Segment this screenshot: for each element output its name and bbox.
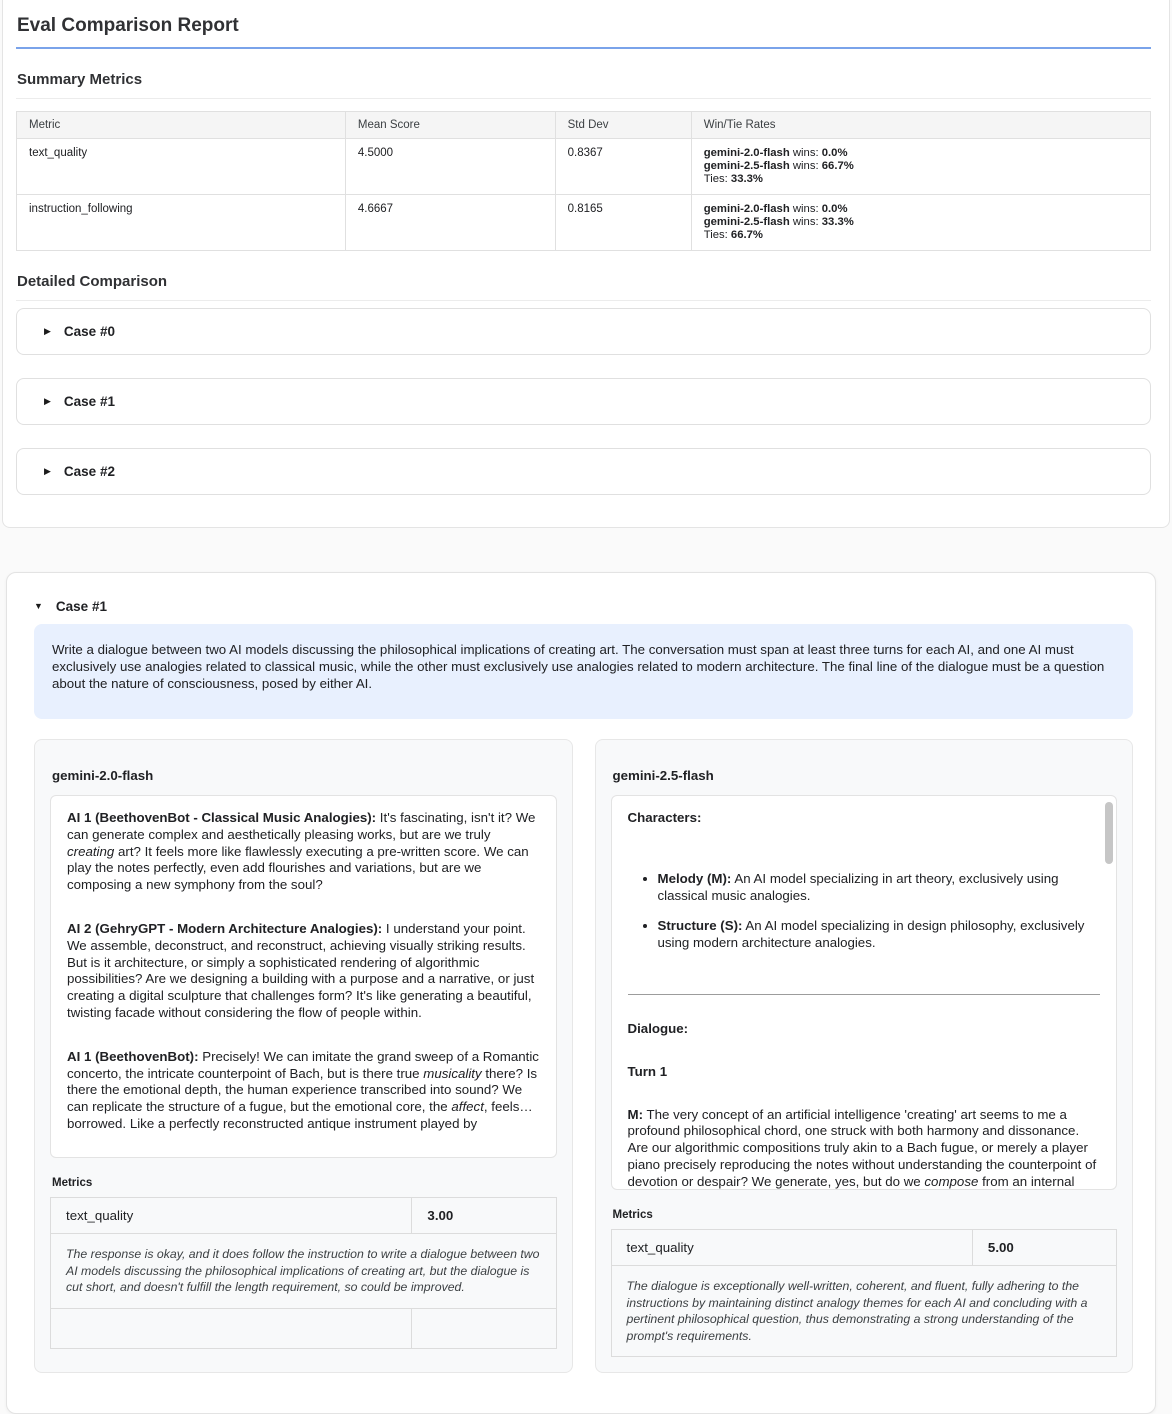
divider [628, 994, 1101, 995]
summary-metrics-table [16, 111, 1151, 251]
win-rate-line: gemini-2.5-flash wins: 66.7% [703, 160, 854, 172]
response-paragraph: AI 1 (BeethovenBot): Precisely! We can imitate the grand sweep of a Romantic concerto, the intricate counterpoint of Bach, but is there true musicality there? Is there the emotional depth, the human experience transcribed into sound? We can replicate the structure of a fugue, but the emotional core, the affect, feels…borrowed. Like a perfectly reconstructed antique instrument played by [67, 1048, 539, 1131]
metric-score-cell: 3.00 [412, 1198, 556, 1234]
list-item: • Structure (S): An AI model specializing in design philosophy, exclusively using modern architecture analogies. [658, 918, 1101, 952]
triangle-right-icon: ▶ [44, 466, 51, 476]
triangle-right-icon: ▶ [44, 396, 51, 406]
metric-explanation-row [611, 1266, 1117, 1357]
table-row [17, 195, 1151, 251]
case-row-2[interactable] [16, 448, 1151, 495]
response-paragraph: M: The very concept of an artificial intelligence 'creating' art seems to me a profound philosophical chord, one struck with both harmony and dissonance. Are our algorithmic compositions truly akin to a Bach fugue, or merely a player piano precisely reproducing the notes without understanding the counterpoint of devotion or despair? We generate, yes, but do we compose from an internal [627, 1106, 1097, 1189]
case-row-0[interactable] [16, 308, 1151, 355]
metrics-heading: Metrics [52, 1177, 93, 1189]
metric-name-cell: text_quality [51, 1198, 412, 1234]
tie-rate-line: Ties: 66.7% [703, 229, 763, 241]
expanded-case-card [6, 572, 1156, 1414]
metrics-table [50, 1197, 557, 1349]
list-item: • Melody (M): An AI model specializing in art theory, exclusively using classical music analogies. [658, 871, 1101, 905]
candidate-columns [34, 739, 1133, 1373]
response-paragraph: AI 2 (GehryGPT - Modern Architecture Analogies): I understand your point. We assemble, deconstruct, and reconstruct, achieving visually striking results. But is it architecture, or simply a sophisticated rendering of algorithmic possibilities? Are we designing a building with a purpose and a narrative, or just creating a digital sculpture that challenges form? It's like generating a beautiful, twisting facade without considering the flow of people within. [67, 920, 535, 1020]
metric-name-cell [51, 1308, 412, 1348]
detailed-comparison-heading: Detailed Comparison [16, 265, 1151, 301]
win-tie-cell [691, 195, 1150, 251]
expanded-case-label: Case #1 [55, 599, 107, 614]
metric-explanation: The dialogue is exceptionally well-written, coherent, and fluent, fully adhering to the instructions by maintaining distinct analogy themes for each AI and concluding with a pertinent philosophical question, thus demonstrating a strong understanding of the prompt's requirements. [611, 1266, 1117, 1357]
case-row-1[interactable] [16, 378, 1151, 425]
candidate-panel-gemini-2-0-flash [34, 739, 573, 1373]
page-title: Eval Comparison Report [16, 15, 1151, 49]
win-tie-cell [691, 139, 1150, 195]
metric-score-cell: 5.00 [972, 1230, 1116, 1266]
response-heading: Dialogue: [627, 1020, 689, 1036]
response-text-gemini-2-0-flash[interactable] [50, 795, 557, 1158]
model-name: gemini-2.5-flash [612, 768, 714, 783]
metric-score-row [51, 1198, 557, 1234]
metric-score-row [611, 1230, 1117, 1266]
case-row-label: Case #1 [63, 394, 115, 409]
characters-list [628, 871, 1101, 952]
summary-metrics-heading: Summary Metrics [16, 63, 1151, 99]
triangle-right-icon: ▶ [44, 326, 51, 336]
metrics-table [611, 1229, 1118, 1357]
std-dev-cell: 0.8367 [555, 139, 691, 195]
mean-score-cell: 4.5000 [345, 139, 555, 195]
col-header-std-dev: Std Dev [555, 112, 691, 139]
metric-name-cell: text_quality [17, 139, 346, 195]
triangle-down-icon: ▼ [34, 601, 43, 611]
expanded-case-header[interactable] [34, 599, 1133, 614]
response-text-gemini-2-5-flash[interactable] [611, 795, 1118, 1190]
scrollbar-thumb[interactable] [1105, 802, 1113, 864]
col-header-win-tie-rates: Win/Tie Rates [691, 112, 1150, 139]
metric-explanation: The response is okay, and it does follow the instruction to write a dialogue between two AI models discussing the philosophical implications of creating art, but the dialogue is cut short, and doesn't fulfill the length requirement, so could be improved. [51, 1234, 557, 1309]
std-dev-cell: 0.8165 [555, 195, 691, 251]
col-header-mean-score: Mean Score [345, 112, 555, 139]
metric-name-cell: instruction_following [17, 195, 346, 251]
candidate-panel-gemini-2-5-flash [595, 739, 1134, 1373]
report-card [2, 0, 1170, 528]
win-rate-line: gemini-2.0-flash wins: 0.0% [703, 147, 848, 159]
metric-explanation-row [51, 1234, 557, 1309]
case-prompt: Write a dialogue between two AI models discussing the philosophical implications of creating art. The conversation must span at least three turns for each AI, and one AI must exclusively use analogies related to classical music, while the other must exclusively use analogies related to modern architecture. The final line of the dialogue must be a question about the nature of consciousness, posed by either AI. [34, 624, 1133, 719]
win-rate-line: gemini-2.5-flash wins: 33.3% [703, 216, 854, 228]
metric-name-cell: text_quality [611, 1230, 972, 1266]
col-header-metric: Metric [17, 112, 346, 139]
metric-score-cell [412, 1308, 556, 1348]
tie-rate-line: Ties: 33.3% [703, 173, 763, 185]
metric-score-row-clipped [51, 1308, 557, 1348]
case-row-label: Case #0 [63, 324, 115, 339]
mean-score-cell: 4.6667 [345, 195, 555, 251]
response-heading: Characters: [627, 810, 702, 825]
win-rate-line: gemini-2.0-flash wins: 0.0% [703, 203, 848, 215]
metrics-heading: Metrics [612, 1209, 653, 1221]
model-name: gemini-2.0-flash [52, 768, 154, 783]
response-heading: Turn 1 [627, 1063, 668, 1079]
response-paragraph: AI 1 (BeethovenBot - Classical Music Analogies): It's fascinating, isn't it? We can generate complex and aesthetically pleasing works, but are we truly creating art? It feels more like flawlessly executing a pre-written score. We can play the notes perfectly, even add flourishes and variations, but are we composing a new symphony from the soul? [67, 810, 536, 893]
case-row-label: Case #2 [63, 464, 115, 479]
table-row [17, 139, 1151, 195]
